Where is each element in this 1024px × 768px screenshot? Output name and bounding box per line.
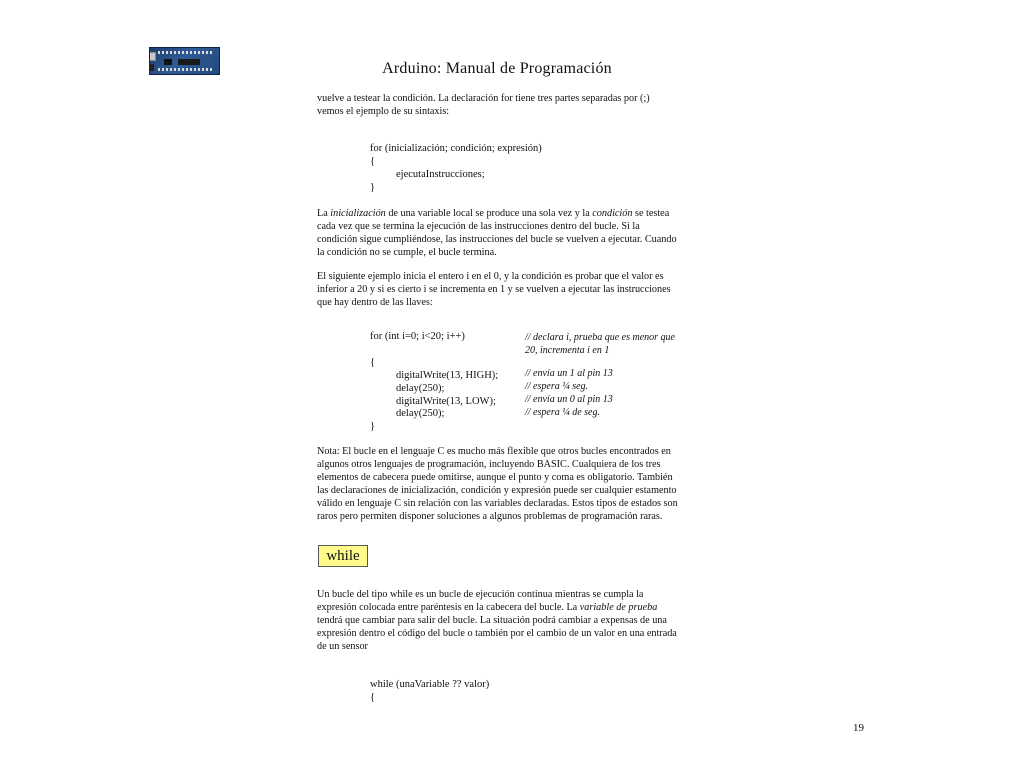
text-span: se testea bbox=[632, 208, 670, 219]
code-line: delay(250); bbox=[396, 382, 445, 394]
text-line: algunos otros lenguajes de programación, incluyendo BASIC. Cualquiera de los tres bbox=[317, 458, 661, 470]
while-paragraph bbox=[317, 589, 709, 654]
intro-paragraph bbox=[317, 93, 709, 119]
text-line: Un bucle del tipo while es un bucle de ejecución continua mientras se cumpla la bbox=[317, 589, 644, 600]
for-example-comments bbox=[525, 368, 715, 420]
emphasis-text: condición bbox=[592, 208, 633, 219]
text-line: inferior a 20 y si es cierto i se incrementa en 1 y se vuelven a ejecutar las instrucciones bbox=[317, 283, 671, 295]
text-line: que hay dentro de las llaves: bbox=[317, 296, 433, 308]
code-line: } bbox=[370, 181, 376, 193]
comment-line: // envía un 0 al pin 13 bbox=[525, 393, 613, 405]
comment-line: // envía un 1 al pin 13 bbox=[525, 368, 613, 379]
text-line: vemos el ejemplo de su sintaxis: bbox=[317, 105, 450, 117]
code-line: digitalWrite(13, HIGH); bbox=[396, 369, 499, 381]
text-line: expresión dentro el código del bucle o también por el cambio de un valor en una entrada bbox=[317, 627, 677, 639]
emphasis-text: inicialización bbox=[330, 208, 386, 219]
code-line: { bbox=[370, 691, 376, 703]
nota-paragraph bbox=[317, 446, 709, 523]
text-span: La bbox=[317, 208, 331, 219]
code-line: ejecutaInstrucciones; bbox=[396, 168, 485, 180]
text-line: válido en lenguaje C sin relación con las variables declaradas. Estos tipos de estados son bbox=[317, 497, 678, 509]
for-example-comment-head bbox=[525, 332, 715, 358]
code-line: while (unaVariable ?? valor) bbox=[370, 679, 490, 690]
code-line: for (inicialización; condición; expresión) bbox=[370, 143, 542, 154]
text-line: la condición no se cumple, el bucle termina. bbox=[317, 246, 497, 258]
comment-line: // espera ¼ de seg. bbox=[525, 406, 600, 418]
text-line bbox=[317, 602, 709, 615]
code-line: } bbox=[370, 421, 376, 433]
text-line: raros pero permiten disponer soluciones a algunos problemas de programación raras. bbox=[317, 510, 663, 522]
example-paragraph bbox=[317, 271, 709, 310]
text-line: las declaraciones de inicialización, condición y expresión puede ser cualquier estamento bbox=[317, 484, 677, 496]
text-line bbox=[317, 208, 709, 221]
text-line: tendrá que cambiar para salir del bucle. La situación podrá cambiar a expensas de una bbox=[317, 614, 667, 626]
code-line: digitalWrite(13, LOW); bbox=[396, 395, 496, 407]
comment-line: 20, incrementa i en 1 bbox=[525, 344, 610, 356]
section-heading-while: while bbox=[318, 545, 368, 567]
code-line: { bbox=[370, 356, 376, 368]
for-example-code bbox=[370, 331, 520, 434]
text-line: El siguiente ejemplo inicia el entero i en el 0, y la condición es probar que el valor es bbox=[317, 271, 664, 282]
text-line: vuelve a testear la condición. La declaración for tiene tres partes separadas por (;) bbox=[317, 93, 650, 104]
text-line: de un sensor bbox=[317, 640, 368, 652]
comment-line: // espera ¼ seg. bbox=[525, 380, 589, 392]
text-line: condición sigue cumpliéndose, las instrucciones del bucle se vuelven a ejecutar. Cuando bbox=[317, 233, 677, 245]
for-syntax-block bbox=[370, 143, 670, 195]
code-line: delay(250); bbox=[396, 408, 445, 420]
page-title: Arduino: Manual de Programación bbox=[382, 60, 612, 77]
code-line: for (int i=0; i<20; i++) bbox=[370, 331, 465, 342]
comment-line: // declara i, prueba que es menor que bbox=[525, 332, 675, 343]
page-number: 19 bbox=[853, 722, 864, 734]
emphasis-text: variable de prueba bbox=[579, 601, 658, 613]
text-line: cada vez que se termina la ejecución de las instrucciones dentro del bucle. Si la bbox=[317, 220, 640, 232]
code-line: { bbox=[370, 155, 376, 167]
while-syntax-block bbox=[370, 679, 670, 705]
text-span: expresión colocada entre paréntesis en la cabecera del bucle. La bbox=[317, 601, 580, 613]
init-paragraph bbox=[317, 208, 709, 260]
text-span: de una variable local se produce una sola vez y la bbox=[385, 208, 593, 219]
text-line: Nota: El bucle en el lenguaje C es mucho más flexible que otros bucles encontrados en bbox=[317, 446, 671, 457]
text-line: elementos de cabecera puede omitirse, aunque el punto y coma es obligatorio. También bbox=[317, 471, 673, 483]
